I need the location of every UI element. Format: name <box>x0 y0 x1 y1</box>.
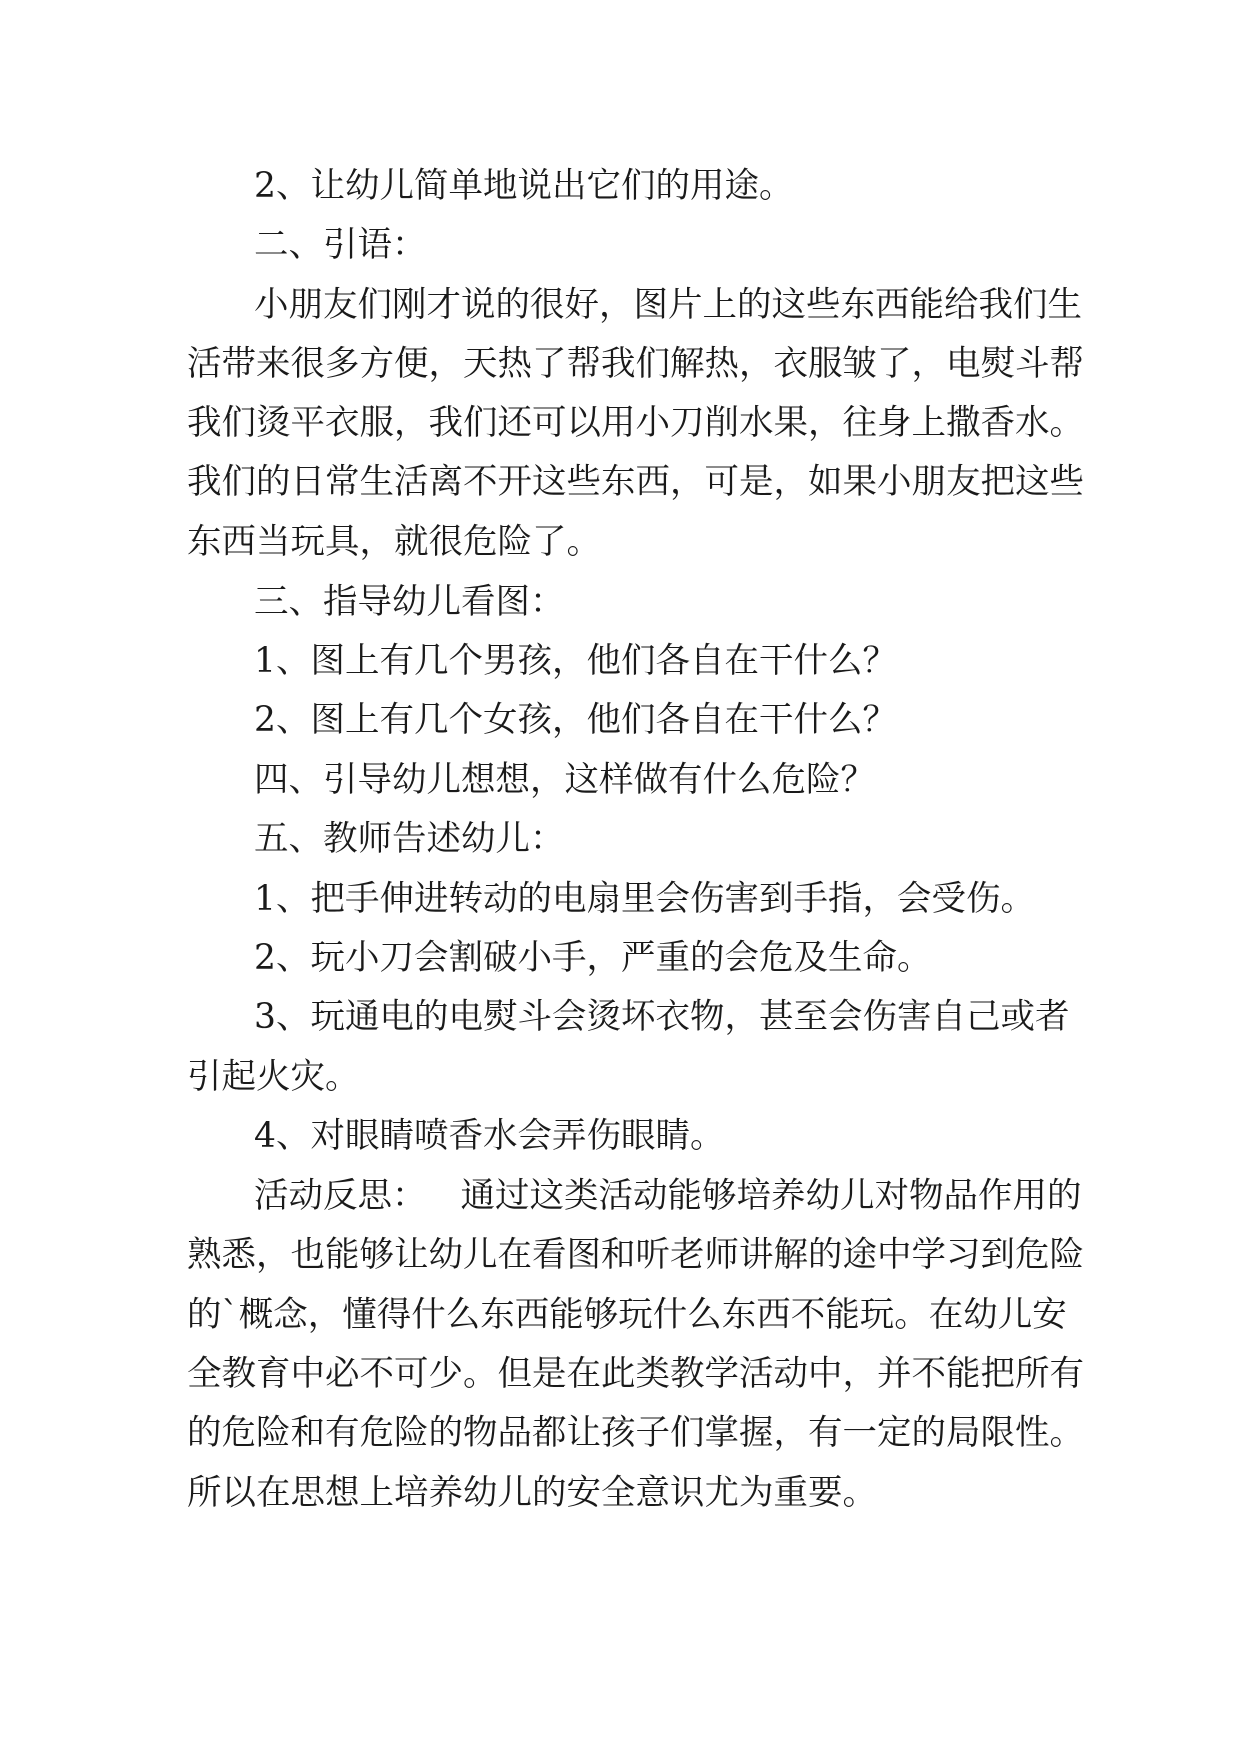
reflection-label: 活动反思： <box>254 1176 427 1216</box>
paragraph-line: 我们烫平衣服，我们还可以用小刀削水果，往身上撒香水。 <box>187 403 1084 443</box>
paragraph-line: 我们的日常生活离不开这些东西，可是，如果小朋友把这些 <box>187 462 1084 502</box>
paragraph-line: 的危险和有危险的物品都让孩子们掌握，有一定的局限性。 <box>187 1413 1084 1453</box>
list-item: 3、玩通电的电熨斗会烫坏衣物，甚至会伤害自己或者 <box>254 997 1070 1037</box>
paragraph-line: 东西当玩具，就很危险了。 <box>187 522 601 562</box>
paragraph-line: 全教育中必不可少。但是在此类教学活动中，并不能把所有 <box>187 1354 1084 1394</box>
paragraph-line: 活带来很多方便，天热了帮我们解热，衣服皱了，电熨斗帮 <box>187 344 1084 384</box>
list-item: 1、把手伸进转动的电扇里会伤害到手指，会受伤。 <box>254 879 1035 919</box>
section-heading: 二、引语： <box>254 225 427 265</box>
paragraph-line: 的`概念，懂得什么东西能够玩什么东西不能玩。在幼儿安 <box>187 1295 1067 1335</box>
section-heading: 四、引导幼儿想想，这样做有什么危险？ <box>254 760 875 800</box>
list-item: 4、对眼睛喷香水会弄伤眼睛。 <box>254 1116 725 1156</box>
list-item: 1、图上有几个男孩，他们各自在干什么？ <box>254 641 897 681</box>
paragraph-line: 熟悉，也能够让幼儿在看图和听老师讲解的途中学习到危险 <box>187 1235 1084 1275</box>
paragraph-line: 引起火灾。 <box>187 1057 360 1097</box>
list-item: 2、玩小刀会割破小手，严重的会危及生命。 <box>254 938 932 978</box>
paragraph-line: 小朋友们刚才说的很好，图片上的这些东西能给我们生 <box>254 285 1082 325</box>
section-heading: 五、教师告述幼儿： <box>254 819 565 859</box>
paragraph-line: 2、让幼儿简单地说出它们的用途。 <box>254 166 794 206</box>
reflection-line <box>254 1176 1082 1216</box>
section-heading: 三、指导幼儿看图： <box>254 582 565 622</box>
reflection-text: 通过这类活动能够培养幼儿对物品作用的 <box>460 1176 1082 1216</box>
paragraph-line: 所以在思想上培养幼儿的安全意识尤为重要。 <box>187 1473 877 1513</box>
list-item: 2、图上有几个女孩，他们各自在干什么？ <box>254 700 897 740</box>
